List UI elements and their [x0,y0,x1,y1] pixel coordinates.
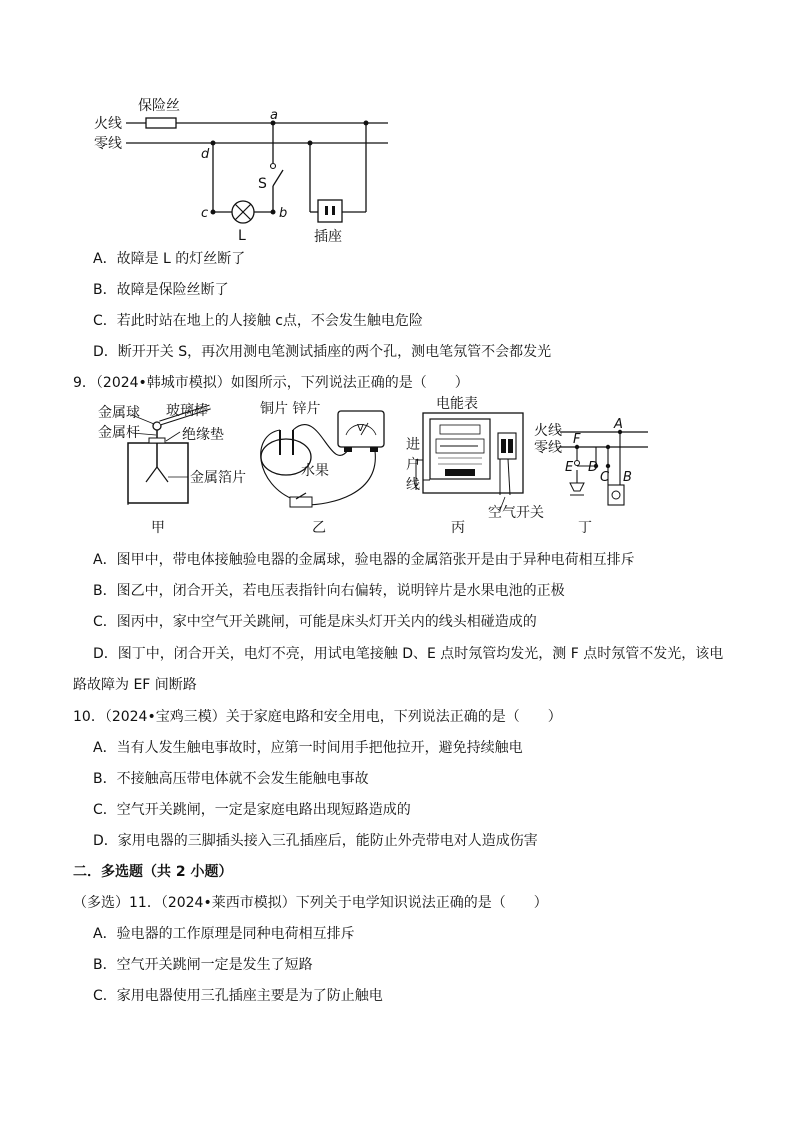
q8-option-d: D．断开开关 S，再次用测电笔测试插座的两个孔，测电笔氖管不会都发光 [93,344,552,360]
insulating-pad-label: 绝缘垫 [182,427,224,443]
energy-meter-label: 电能表 [436,396,478,412]
air-switch-label: 空气开关 [488,505,544,521]
air-switch-icon [498,433,516,459]
svg-text:D: D [588,460,599,475]
point-c-label: c [201,206,209,221]
point-b-label: b [279,206,288,221]
fuse-label: 保险丝 [138,98,180,114]
switch-label: S [258,176,267,192]
lamp-icon [570,483,584,491]
fruit-battery-figure [260,400,384,536]
q10-option-c: C．空气开关跳闸，一定是家庭电路出现短路造成的 [93,802,411,818]
q9-option-b: B．图乙中，闭合开关，若电压表指针向右偏转，说明锌片是水果电池的正极 [93,583,565,599]
metal-rod-label: 金属杆 [98,425,140,441]
socket-icon [318,200,342,222]
fire-line-label: 火线 [534,423,562,439]
q8-option-a: A．故障是 L 的灯丝断了 [93,251,246,267]
q9-option-a: A．图甲中，带电体接触验电器的金属球，验电器的金属箔张开是由于异种电荷相互排斥 [93,552,635,568]
point-d-label: d [201,147,210,162]
incoming-line-label-2: 户 [406,457,420,473]
svg-text:C: C [600,470,610,485]
q8-circuit-figure [0,0,794,250]
incoming-line-label-1: 进 [406,437,420,453]
zero-line-label: 零线 [94,136,122,152]
household-circuit-figure [534,417,648,536]
q10-option-d: D．家用电器的三脚插头接入三孔插座后，能防止外壳带电对人造成伤害 [93,833,538,849]
svg-text:F: F [573,432,581,447]
electroscope-figure [98,402,246,536]
q8-option-b: B．故障是保险丝断了 [93,282,229,298]
q9-figures [0,395,794,545]
figure-yi-caption: 乙 [312,520,326,536]
metal-ball-label: 金属球 [98,405,140,421]
figure-jia-caption: 甲 [151,520,165,536]
fire-line-label: 火线 [94,116,122,132]
q11-option-a: A．验电器的工作原理是同种电荷相互排斥 [93,926,355,942]
switch-icon [273,170,283,186]
metal-foil-label: 金属箔片 [190,470,246,486]
lamp-label: L [238,228,246,244]
svg-text:A: A [614,417,623,432]
svg-text:B: B [623,470,632,485]
incoming-line-label-3: 线 [406,477,420,493]
fuse-icon [146,118,176,128]
socket-icon [608,485,624,505]
q10-stem: 10．（2024•宝鸡三模）关于家庭电路和安全用电，下列说法正确的是（ ） [73,709,562,725]
svg-text:E: E [565,460,574,475]
q10-option-b: B．不接触高压带电体就不会发生能触电事故 [93,771,369,787]
figure-bing-caption: 丙 [451,520,465,536]
q11-option-c: C．家用电器使用三孔插座主要是为了防止触电 [93,988,383,1004]
q9-stem: 9．（2024•韩城市模拟）如图所示，下列说法正确的是（ ） [73,375,469,391]
socket-label: 插座 [314,229,342,245]
zero-line-label: 零线 [534,440,562,456]
q10-option-a: A．当有人发生触电事故时，应第一时间用手把他拉开，避免持续触电 [93,740,523,756]
section-heading: 二．多选题（共 2 小题） [73,864,233,880]
q11-stem: （多选）11．（2024•莱西市模拟）下列关于电学知识说法正确的是（ ） [73,895,548,911]
fruit-label: 水果 [301,463,329,479]
point-a-label: a [270,108,278,123]
q8-option-c: C．若此时站在地上的人接触 c点，不会发生触电危险 [93,313,423,329]
glass-rod-label: 玻璃棒 [166,403,208,419]
switch-icon [290,497,312,507]
q9-option-c: C．图丙中，家中空气开关跳闸，可能是床头灯开关内的线头相碰造成的 [93,614,537,630]
figure-ding-caption: 丁 [578,520,592,536]
q11-option-b: B．空气开关跳闸一定是发生了短路 [93,957,313,973]
q9-option-d-line2: 路故障为 EF 间断路 [73,677,197,693]
q9-option-d-line1: D．图丁中，闭合开关，电灯不亮，用试电笔接触 D、E 点时氖管均发光，测 F 点时氖管不发光，该电 [93,646,724,662]
meter-panel-figure [406,395,544,536]
svg-text:V: V [357,423,364,434]
copper-zinc-label: 铜片 锌片 [260,401,321,417]
